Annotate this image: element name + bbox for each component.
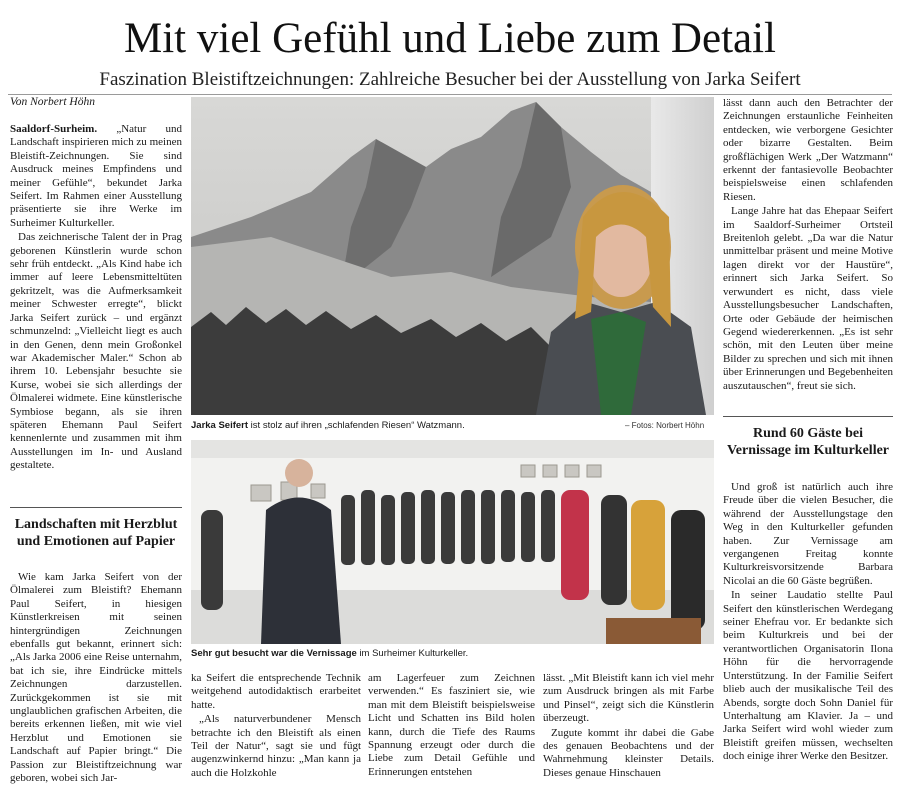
paragraph: Lange Jahre hat das Ehepaar Seifert im Saaldorf-Surheimer Ortsteil Breitenloh gelebt. „Da war die Natur unmittelbar präsent und meine Motive lagen direkt vor der Haustüre“, erinnert sich Jarka Seifert. So verwundert es nicht, dass viele Ausstellungsbesucher Landschaften, Orte oder Gebäude der heimischen Gegend wiedererkennen. „Es ist sehr schön, mit den Leuten über meine Bilder zu sprechen und sich mit ihnen über Erinnerungen und Begebenheiten auszutauschen“, freut sie sich. — [723, 205, 893, 392]
caption-text: im Surheimer Kulturkeller. — [356, 648, 469, 659]
column-1-bottom — [10, 571, 182, 789]
column-2 — [191, 672, 361, 790]
column-5-bottom — [723, 481, 893, 791]
photo-vernissage-crowd — [191, 440, 714, 644]
photo-artist-with-drawing — [191, 97, 714, 415]
paragraph: lässt dann auch den Betrachter der Zeichnungen erstaunliche Feinheiten entdecken, wie verborgene Gesichter oder bizarre Gestalten. Beim großflächigen Werk „Der Watzmann“ erkennt der fantasievolle Beobachter beispielsweise einen schlafenden Riesen. — [723, 97, 893, 203]
column-3 — [368, 672, 535, 790]
caption-bold: Sehr gut besucht war die Vernissage — [191, 648, 357, 659]
caption-bold: Jarka Seifert — [191, 420, 249, 431]
article-headline: Mit viel Gefühl und Liebe zum Detail — [124, 15, 776, 62]
paragraph: Zugute kommt ihr dabei die Gabe des genauen Beobachtens und der Wahrnehmung kleinster Details. Dieses genaue Hinschauen — [543, 726, 714, 779]
vernissage-image — [191, 440, 714, 644]
paragraph: am Lagerfeuer zum Zeichnen verwenden.“ Es fasziniert sie, wie man mit dem Bleistift beispielsweise Licht und Schatten ins Bild holen kann, durch die Tiefe des Raums Spannung erzeugt oder durch die Liebe zum Detail Gefühle und Erinnerungen entstehen — [368, 672, 535, 778]
column-5-top — [723, 97, 893, 409]
column-1-top — [10, 123, 182, 503]
headline-rule — [8, 94, 892, 95]
paragraph: Das zeichnerische Talent der in Prag geborenen Künstlerin wurde schon sehr früh entdeckt. „Als Kind habe ich immer auf leere Lebensmitteltüten gekritzelt, was die Aufmerksamkeit meiner Schwester erregte“, blickt Jarka Seifert zurück – und ergänzt schmunzelnd: „Vielleicht liegt es auch in den Genen, denn mein Großonkel war Akademischer Maler.“ Schon ab ihrem 10. Lebensjahr besuchte sie Kurse, wobei sie sich allerdings der Ölmalerei widmete. Eine künstlerische Symbiose begann, als sie ihren späteren Ehemann Paul Seifert kennenlernte und zusammen mit ihm Ausstellungen im In- und Ausland gestaltete. — [10, 231, 182, 472]
paragraph: „Als naturverbundener Mensch betrachte ich den Bleistift als einen Teil der Natur“, sagt sie und fügt augenzwinkernd hinzu: „Man kann ja auch die Holzkohle — [191, 713, 361, 779]
caption-text: ist stolz auf ihren „schlafenden Riesen“ Watzmann. — [248, 420, 465, 431]
photo-credit: – Fotos: Norbert Höhn — [625, 421, 705, 430]
paragraph: Wie kam Jarka Seifert von der Ölmalerei zum Bleistift? Ehemann Paul Seifert, in hiesigen Künstlerkreisen mit seinen hintergründigen Zeichnungen ebenfalls gut bekannt, erinnert sich: „Als Jarka 2006 eine Reise unternahm, bat ich sie, ihre Eindrücke mittels Zeichnungen darzustellen. Zurückgekommen ist sie mit unglaublichen grafischen Arbeiten, die bereits erkennen ließen, mit wie viel Herzblut und Emotionen sie Landschaft auf Papier bringt.“ Die Passion zur Bleistiftzeichnung war geboren, wobei sich Jar- — [10, 571, 182, 785]
paragraph: In seiner Laudatio stellte Paul Seifert den künstlerischen Werdegang seiner Ehefrau vor. Er bedankte sich beim Kulturkreis und bei der verantwortlichen Organisatorin Ilona Höhn für die hervorragende Unterstützung. In der Familie Seifert blieb auch der musikalische Teil des Abends, sorgte doch Sohn Daniel für Unterhaltung am Klavier. Ja – und Jarka Seifert wird wohl wieder zum Bleistift greifen müssen, wechselten doch einige ihrer Werke den Besitzer. — [723, 589, 893, 763]
section-heading: Rund 60 Gäste bei Vernissage im Kulturkeller — [726, 426, 890, 458]
article-subheadline: Faszination Bleistiftzeichnungen: Zahlreiche Besucher bei der Ausstellung von Jarka Seifert — [99, 69, 801, 90]
column-4 — [543, 672, 714, 790]
paragraph: „Natur und Landschaft inspirieren mich zu meinen Bleistift-Zeichnungen. Sie sind Ausdruck meines Empfindens und meiner Gefühle“, bekundet Jarka Seifert. Im Rahmen einer Ausstellung präsentierte sie ihre Werke im Surheimer Kulturkeller. — [10, 123, 182, 229]
box-rule — [10, 507, 182, 508]
photo-2-caption — [191, 648, 711, 660]
watzmann-drawing-image — [191, 97, 714, 415]
section-heading: Landschaften mit Herzblut und Emotionen auf Papier — [14, 517, 178, 549]
paragraph: lässt. „Mit Bleistift kann ich viel mehr zum Ausdruck bringen als mit Farbe und Pinsel“, zeigt sich die Künstlerin überzeugt. — [543, 672, 714, 725]
dateline: Saaldorf-Surheim. — [10, 123, 98, 135]
photo-1-caption — [191, 420, 571, 432]
byline: Von Norbert Höhn — [10, 96, 95, 108]
paragraph: ka Seifert die entsprechende Technik weitgehend autodidaktisch erarbeitet hatte. — [191, 672, 361, 711]
box-rule — [723, 416, 893, 417]
paragraph: Und groß ist natürlich auch ihre Freude über die vielen Besucher, die während der Ausstellungstage den Weg in den Kulturkeller gefunden haben. Zur Vernissage am vergangenen Freitag konnte Kulturkreisvorsitzende Barbara Nicolai an die 60 Gäste begrüßen. — [723, 481, 893, 587]
